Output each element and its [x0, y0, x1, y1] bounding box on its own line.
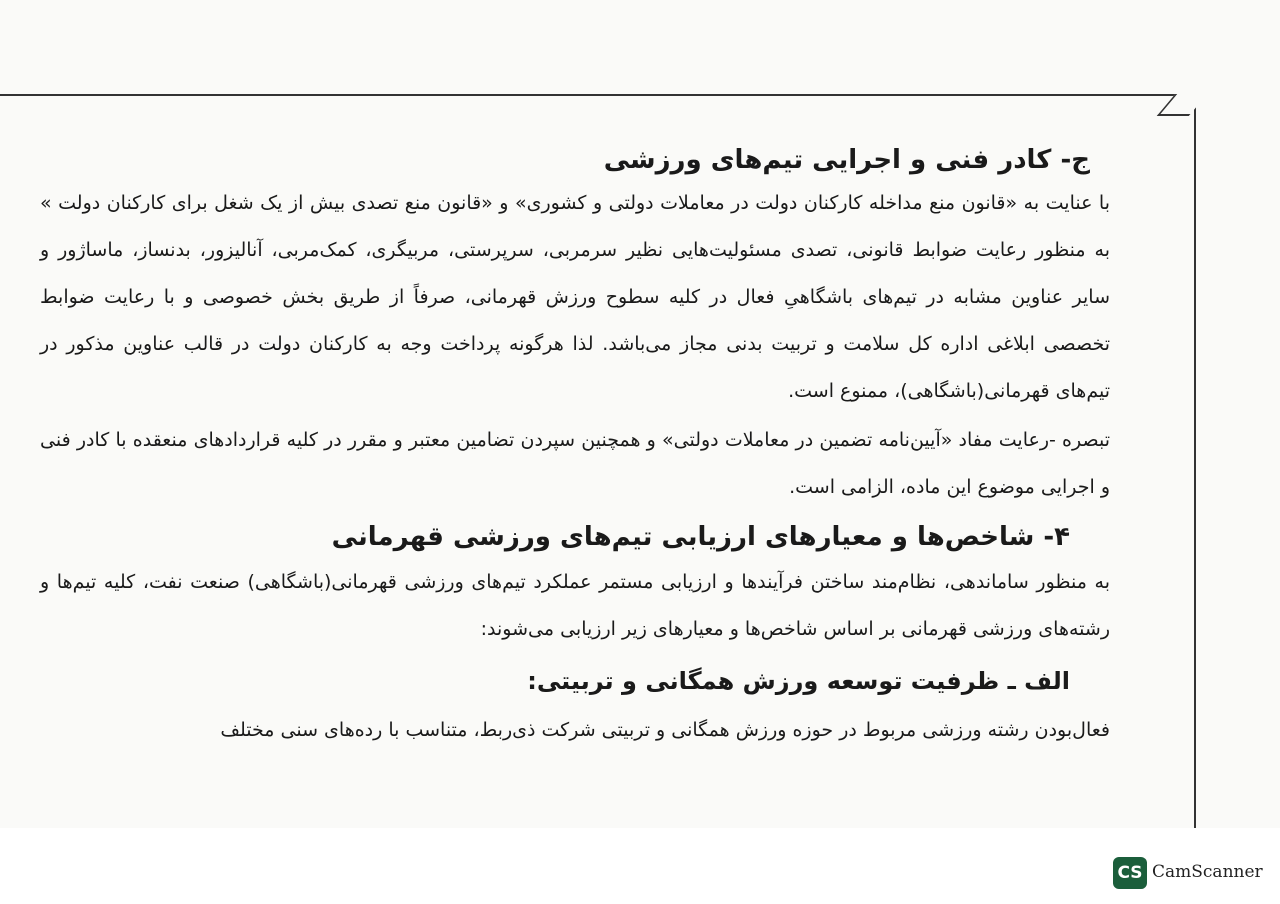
camscanner-watermark: CamScanner — [1152, 862, 1263, 882]
section-4-heading: ۴- شاخص‌ها و معیارهای ارزیابی تیم‌های ورزشی قهرمانی — [331, 522, 1070, 552]
document-body — [40, 140, 1110, 793]
subsection-a-paragraph: فعال‌بودن رشته ورزشی مربوط در حوزه ورزش همگانی و تربیتی شرکت ذی‌ربط، متناسب با رده‌های سنی مختلف — [220, 719, 1110, 741]
camscanner-logo-icon: CS — [1113, 857, 1147, 889]
section-4-paragraph: به منظور ساماندهی، نظام‌مند ساختن فرآیندها و ارزیابی مستمر عملکرد تیم‌های ورزشی قهرمانی(باشگاهی) صنعت نفت، کلیه تیم‌ها و رشته‌های ورزشی قهرمانی بر اساس شاخص‌ها و معیارهای زیر ارزیابی می‌شوند: — [40, 571, 1110, 640]
scanner-footer — [0, 828, 1280, 904]
subsection-a-heading: الف ـ ظرفیت توسعه ورزش همگانی و تربیتی: — [527, 667, 1070, 695]
section-c-heading: ج- کادر فنی و اجرایی تیم‌های ورزشی — [603, 145, 1090, 175]
section-c-paragraph: با عنایت به «قانون منع مداخله کارکنان دولت در معاملات دولتی و کشوری» و «قانون منع تصدی بیش از یک شغل برای کارکنان دولت » به منظور رعایت ضوابط قانونی، تصدی مسئولیت‌هایی نظیر سرمربی، سرپرستی، مربیگری، کمک‌مربی، آنالیزور، بدنساز، ماساژور و سایر عناوین مشابه در تیم‌های باشگاهیِ فعال در کلیه سطوح ورزش قهرمانی، صرفاً از طریق بخش خصوصی و با رعایت ضوابط تخصصی ابلاغی اداره کل سلامت و تربیت بدنی مجاز می‌باشد. لذا هرگونه پرداخت وجه به کارکنان دولت در قالب عناوین مذکور در تیم‌های قهرمانی(باشگاهی)، ممنوع است. — [40, 192, 1110, 402]
section-c-note: تبصره -رعایت مفاد «آیین‌نامه تضمین در معاملات دولتی» و همچنین سپردن تضامین معتبر و مقرر در کلیه قراردادهای منعقده با کادر فنی و اجرایی موضوع این ماده، الزامی است. — [40, 429, 1110, 498]
